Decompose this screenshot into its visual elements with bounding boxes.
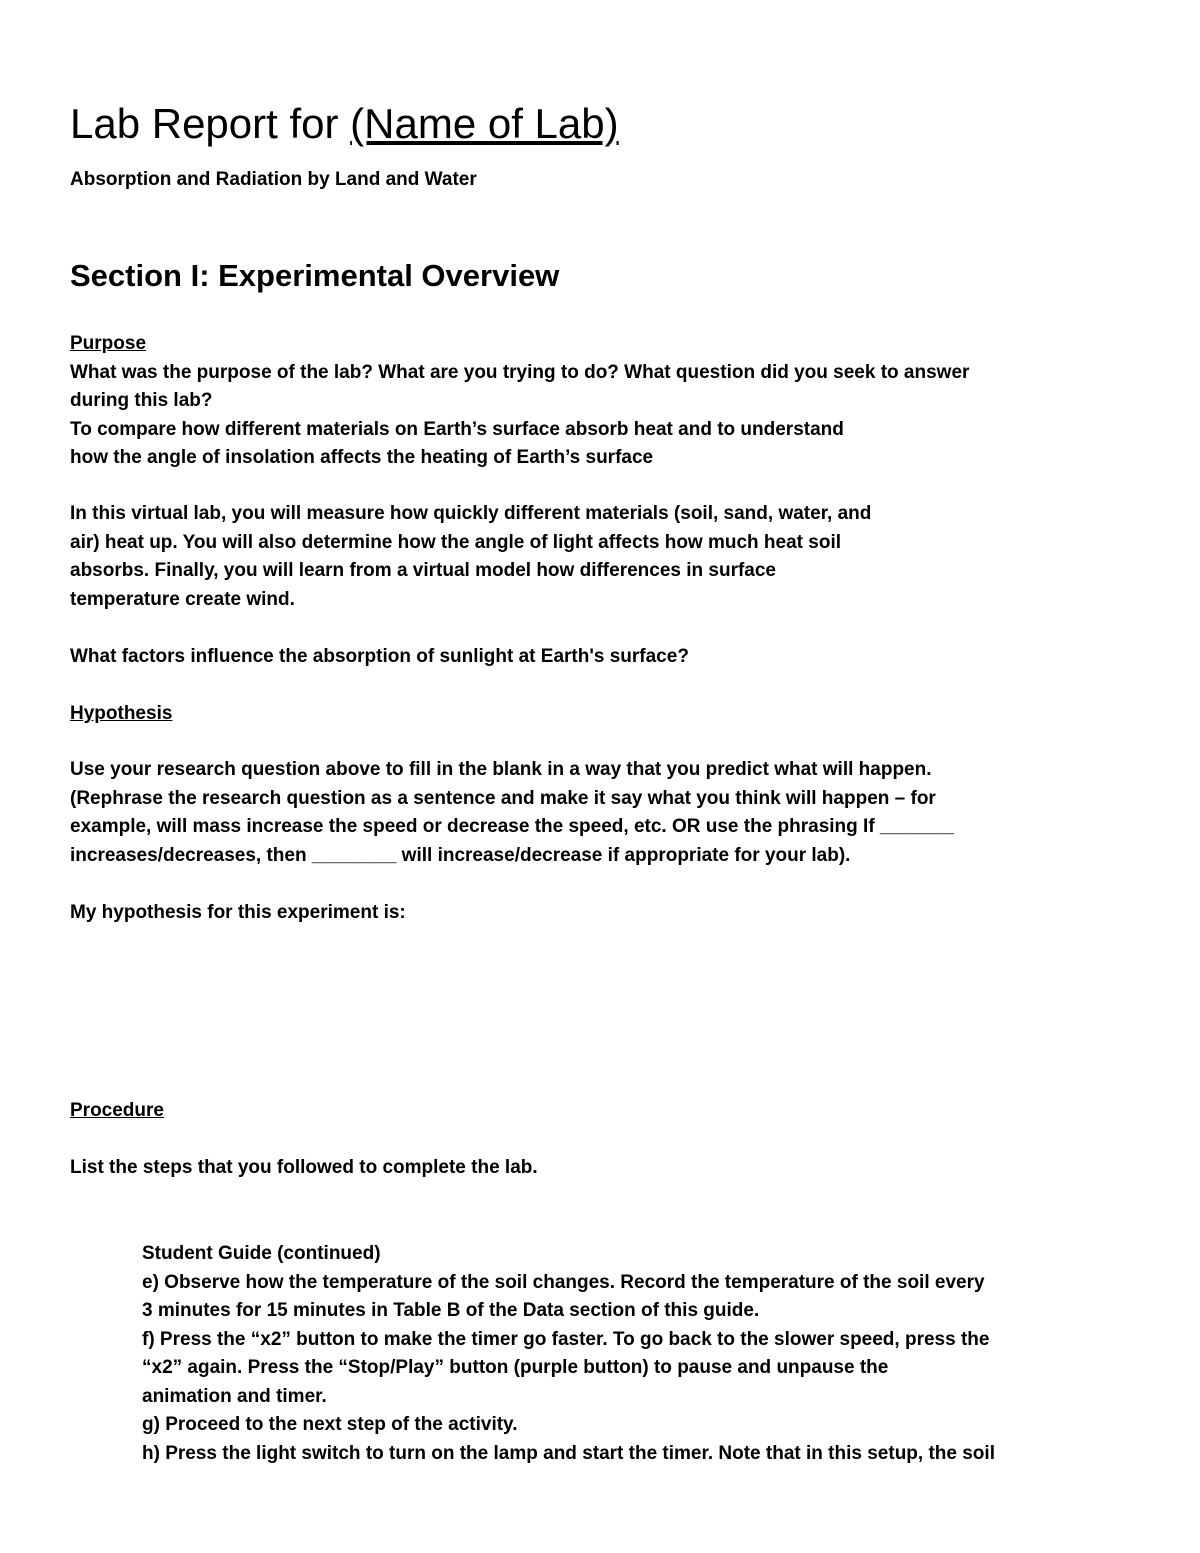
purpose-line: What was the purpose of the lab? What are you trying to do? What question did you seek to answer: [70, 361, 970, 383]
guide-line: e) Observe how the temperature of the soil changes. Record the temperature of the soil every: [142, 1271, 985, 1293]
purpose-heading: Purpose: [70, 333, 147, 354]
hypothesis-line: example, will mass increase the speed or decrease the speed, etc. OR use the phrasing If _______: [70, 816, 954, 837]
procedure-heading-block: [70, 1097, 1180, 1126]
hypothesis-line: increases/decreases, then ________ will increase/decrease if appropriate for your lab).: [70, 844, 851, 866]
research-question: [70, 643, 1180, 672]
paragraph-line: absorbs. Finally, you will learn from a virtual model how differences in surface: [70, 560, 776, 581]
guide-line: h) Press the light switch to turn on the lamp and start the timer. Note that in this setup, the soil: [142, 1442, 995, 1464]
student-guide-excerpt: [142, 1240, 1182, 1468]
procedure-heading: Procedure: [70, 1100, 164, 1121]
page-title: [70, 98, 619, 150]
paragraph-line: In this virtual lab, you will measure how quickly different materials (soil, sand, water, and: [70, 503, 872, 524]
lab-name-placeholder: (Name of Lab): [350, 100, 619, 147]
purpose-paragraph: [70, 500, 1180, 614]
procedure-instruction-text: List the steps that you followed to complete the lab.: [70, 1157, 538, 1178]
guide-line: Student Guide (continued): [142, 1243, 381, 1264]
purpose-line: To compare how different materials on Earth’s surface absorb heat and to understand: [70, 418, 844, 440]
guide-line: g) Proceed to the next step of the activity.: [142, 1414, 518, 1435]
hypothesis-prompt: [70, 899, 1180, 928]
section-heading: Section I: Experimental Overview: [70, 258, 560, 293]
purpose-section: [70, 330, 1180, 473]
research-question-text: What factors influence the absorption of sunlight at Earth's surface?: [70, 646, 689, 667]
purpose-line: during this lab?: [70, 390, 213, 411]
guide-line: 3 minutes for 15 minutes in Table B of the Data section of this guide.: [142, 1300, 760, 1321]
hypothesis-line: Use your research question above to fill in the blank in a way that you predict what will happen.: [70, 759, 932, 780]
hypothesis-heading-block: [70, 700, 1180, 729]
guide-line: animation and timer.: [142, 1385, 327, 1407]
paragraph-line: air) heat up. You will also determine how the angle of light affects how much heat soil: [70, 531, 842, 553]
title-prefix: Lab Report for: [70, 100, 351, 147]
hypothesis-instructions: [70, 756, 1180, 870]
guide-line: f) Press the “x2” button to make the timer go faster. To go back to the slower speed, press the: [142, 1328, 990, 1350]
hypothesis-line: (Rephrase the research question as a sentence and make it say what you think will happen – for: [70, 787, 936, 809]
lab-subtitle: Absorption and Radiation by Land and Water: [70, 169, 477, 190]
purpose-line: how the angle of insolation affects the heating of Earth’s surface: [70, 447, 654, 468]
procedure-instruction: [70, 1154, 1180, 1183]
hypothesis-heading: Hypothesis: [70, 703, 173, 724]
hypothesis-prompt-text: My hypothesis for this experiment is:: [70, 902, 406, 923]
guide-line: “x2” again. Press the “Stop/Play” button (purple button) to pause and unpause the: [142, 1357, 889, 1378]
paragraph-line: temperature create wind.: [70, 588, 295, 610]
